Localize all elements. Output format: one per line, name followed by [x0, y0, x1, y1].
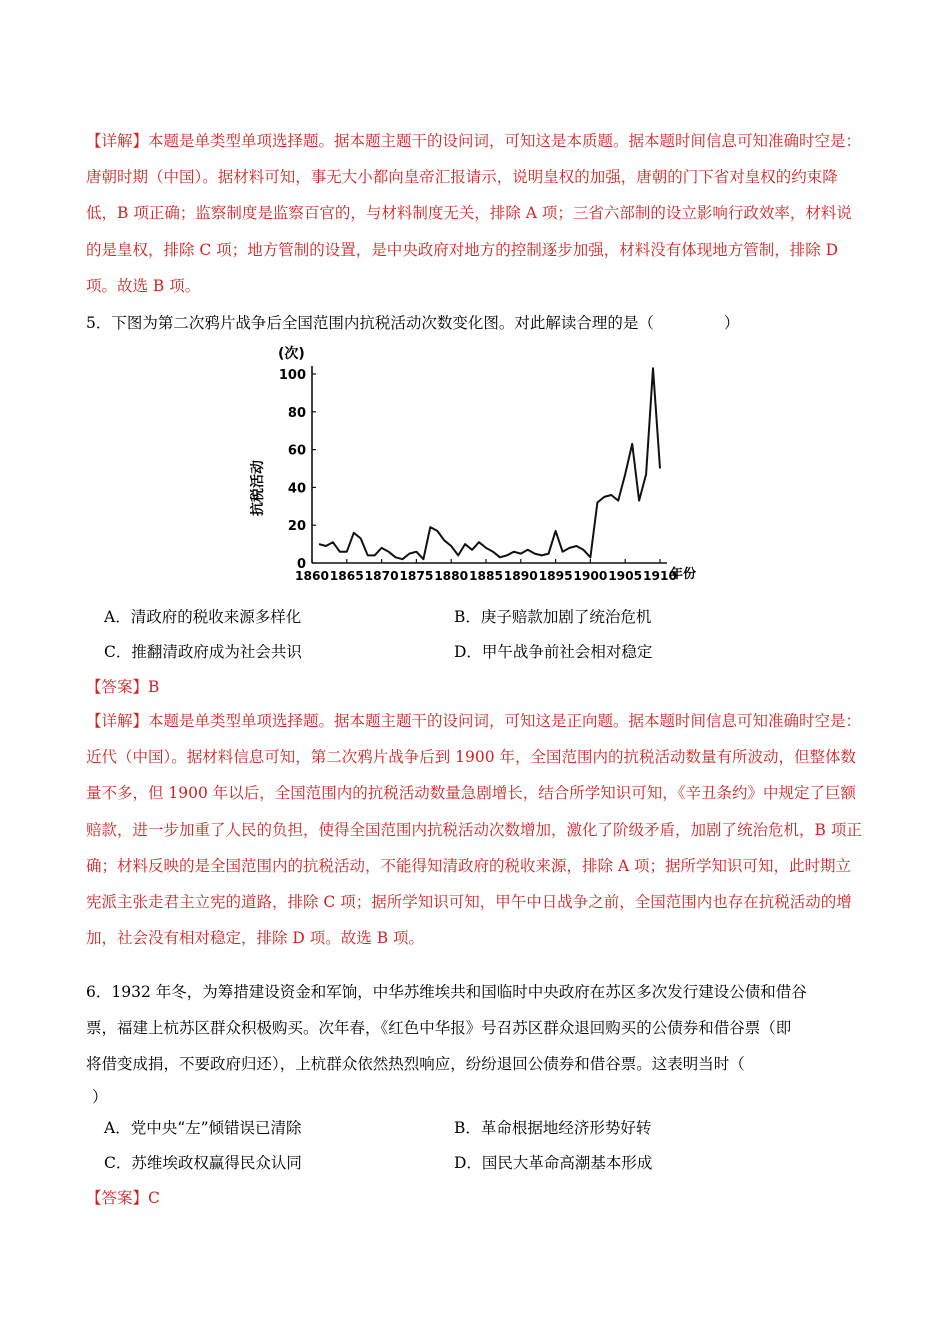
q5-answer — [86, 677, 159, 697]
x-tick-label: 1910 — [643, 568, 678, 583]
q5-option-c[interactable]: C．推翻清政府成为社会共识 — [104, 643, 302, 661]
x-tick-label: 1860 — [295, 568, 330, 583]
q6-stem-line-2: 票，福建上杭苏区群众积极购买。次年春，《红色中华报》号召苏区群众退回购买的公债券和借谷票（即 — [86, 1019, 792, 1037]
x-tick-label: 1900 — [573, 568, 608, 583]
chart-axes — [312, 366, 667, 563]
q6-answer-label: 【答案】 — [86, 1189, 149, 1207]
x-tick-label: 1890 — [503, 568, 539, 583]
y-tick-label: 100 — [278, 368, 306, 383]
x-tick-label: 1865 — [329, 568, 364, 583]
q5-answer-label: 【答案】 — [86, 678, 149, 696]
q6-stem-line-4: ） — [92, 1088, 108, 1106]
q5-detail-label: 【详解】 — [86, 712, 149, 730]
q5-stem — [86, 313, 739, 333]
q4-detail-label: 【详解】 — [86, 132, 149, 150]
y-tick-label: 60 — [287, 443, 306, 459]
q5-detail-text: 本题是单类型单项选择题。据本题主题干的设问词，可知这是正向题。据本题时间信息可知准确时空是：近代（中国）。据材料信息可知，第二次鸦片战争后到 1900 年，全国范围内的抗税活动数量有所波动，但整体数量不多，但 1900 年以后，全国范围内的抗税活动数量急剧增长，结合所学知识可知，《辛丑条约》中规定了巨额赔款，进一步加重了人民的负担，使得全国范围内抗税活动次数增加，激化了阶级矛盾，加剧了统治危机，B 项正确；材料反映的是全国范围内的抗税活动，不能得知清政府的税收来源，排除 A 项；据所学知识可知，此时期立宪派主张走君主立宪的道路，排除 C 项；据所学知识可知，甲午中日战争之前，全国范围内也存在抗税活动的增加，社会没有相对稳定，排除 D 项。故选 B 项。 — [86, 712, 862, 948]
q5-answer-value: B — [148, 678, 160, 696]
q5-stem-close: ） — [723, 314, 740, 332]
x-tick-label: 1905 — [608, 568, 643, 583]
y-unit-label: (次) — [278, 346, 305, 362]
q6-answer-value: C — [148, 1189, 160, 1207]
series-line — [319, 368, 660, 559]
q5-option-b[interactable]: B．庚子赔款加剧了统治危机 — [454, 608, 652, 626]
y-tick-label: 40 — [287, 481, 306, 497]
chart-series — [319, 368, 660, 559]
x-tick-label: 1875 — [399, 568, 434, 583]
q6-option-c[interactable]: C．苏维埃政权赢得民众认同 — [104, 1154, 302, 1172]
x-tick-label: 1880 — [434, 568, 469, 583]
q6-option-b[interactable]: B．革命根据地经济形势好转 — [454, 1119, 652, 1137]
q6-option-a[interactable]: A．党中央“左”倾错误已清除 — [104, 1119, 302, 1137]
x-tick-label: 1870 — [364, 568, 399, 583]
y-axis-label: 抗税活动 — [250, 460, 266, 516]
q6-stem-line-1: 6．1932 年冬，为筹措建设资金和军饷，中华苏维埃共和国临时中央政府在苏区多次发行建设公债和借谷 — [86, 983, 807, 1001]
tax-resistance-chart — [250, 338, 720, 588]
q4-detail-paragraph — [86, 123, 866, 304]
q6-answer — [86, 1188, 160, 1208]
q4-detail-text: 本题是单类型单项选择题。据本题主题干的设问词，可知这是本质题。据本题时间信息可知准确时空是：唐朝时期（中国）。据材料可知，事无大小都向皇帝汇报请示，说明皇权的加强，唐朝的门下省对皇权的约束降低，B 项正确；监察制度是监察百官的，与材料制度无关，排除 A 项；三省六部制的设立影响行政效率，材料说的是皇权，排除 C 项；地方管制的设置，是中央政府对地方的控制逐步加强，材料没有体现地方管制，排除 D 项。故选 B 项。 — [86, 132, 862, 295]
x-tick-label: 1885 — [469, 568, 503, 583]
y-tick-label: 20 — [287, 519, 306, 535]
q5-detail-paragraph — [86, 703, 866, 956]
y-tick-label: 0 — [296, 557, 306, 572]
q5-option-d[interactable]: D．甲午战争前社会相对稳定 — [454, 643, 653, 661]
q5-stem-text: 5．下图为第二次鸦片战争后全国范围内抗税活动次数变化图。对此解读合理的是（ — [86, 314, 654, 332]
y-tick-label: 80 — [287, 405, 306, 421]
x-unit-label: 年份 — [670, 567, 697, 582]
q5-option-a[interactable]: A．清政府的税收来源多样化 — [104, 608, 302, 626]
q6-option-d[interactable]: D．国民大革命高潮基本形成 — [454, 1154, 653, 1172]
q6-stem-line-3: 将借变成捐，不要政府归还），上杭群众依然热烈响应，纷纷退回公债券和借谷票。这表明当时（ — [86, 1055, 745, 1073]
x-tick-label: 1895 — [538, 568, 573, 583]
